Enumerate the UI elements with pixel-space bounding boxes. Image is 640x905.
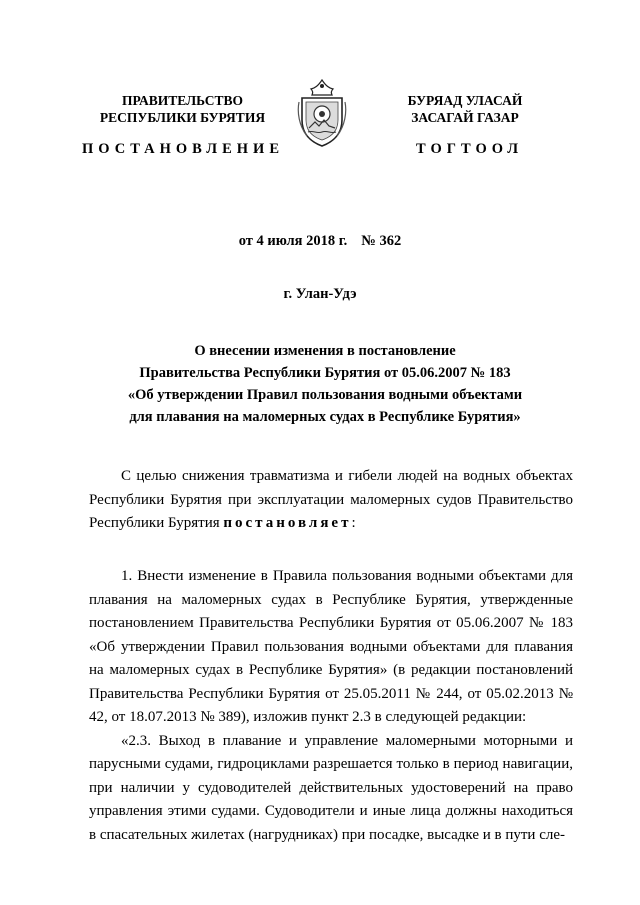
- authority-line-2: РЕСПУБЛИКИ БУРЯТИЯ: [99, 110, 266, 125]
- document-date: от 4 июля 2018 г.: [238, 233, 348, 249]
- preamble-text: С целью снижения травматизма и гибели людей на водных объектах Республики Бурятия при эксплуатации маломерных судов Правительство Республики Бурятия: [89, 468, 573, 531]
- title-line: Правительства Республики Бурятия от 05.06.2007 № 183: [139, 365, 511, 381]
- title-line: для плавания на маломерных судах в Республике Бурятия»: [129, 409, 521, 425]
- body-paragraph: 1. Внести изменение в Правила пользования водными объектами для плавания на маломерных судах в Республике Бурятия, утвержденные постановлением Правительства Республики Бурятия от 05.06.2007 № 183 «Об утверждении Правил пользования водными объектами для плавания на маломерных судах в Республике Бурятия» (в редакции постановлений Правительства Республики Бурятия от 25.05.2011 № 244, от 05.02.2013 № 42, от 18.07.2013 № 389), изложив пункт 2.3 в следующей редакции:: [89, 568, 573, 725]
- document-title: [80, 340, 570, 428]
- title-line: «Об утверждении Правил пользования водными объектами: [127, 387, 523, 403]
- title-line: О внесении изменения в постановление: [194, 343, 456, 359]
- preamble-colon: :: [351, 515, 356, 531]
- preamble-paragraph: [89, 465, 573, 536]
- body-paragraph: «2.3. Выход в плавание и управление маломерными моторными и парусными судами, гидроциклами разрешается только в период навигации, при наличии у судоводителей действительных удостоверений на право управления этими судами. Судоводители и иные лица должны находиться в спасательных жилетах (нагрудниках) при посадке, высадке и в пути сле-: [89, 732, 573, 843]
- document-date-number: [0, 233, 640, 250]
- decree-word: постановляет: [223, 515, 352, 531]
- coat-of-arms-icon: [295, 78, 349, 148]
- body-section: [89, 565, 573, 847]
- document-type-russian: ПОСТАНОВЛЕНИЕ: [82, 141, 285, 157]
- document-city: г. Улан-Удэ: [283, 286, 357, 302]
- document-number: № 362: [361, 233, 402, 249]
- document-type-buryat: ТОГТООЛ: [416, 141, 524, 157]
- authority-name-buryat: [370, 92, 560, 126]
- authority-name-russian: [95, 92, 270, 126]
- authority-line-1: ПРАВИТЕЛЬСТВО: [121, 93, 243, 108]
- authority-line-2-buryat: ЗАСАГАЙ ГАЗАР: [411, 110, 519, 125]
- authority-line-1-buryat: БУРЯАД УЛАСАЙ: [407, 93, 523, 108]
